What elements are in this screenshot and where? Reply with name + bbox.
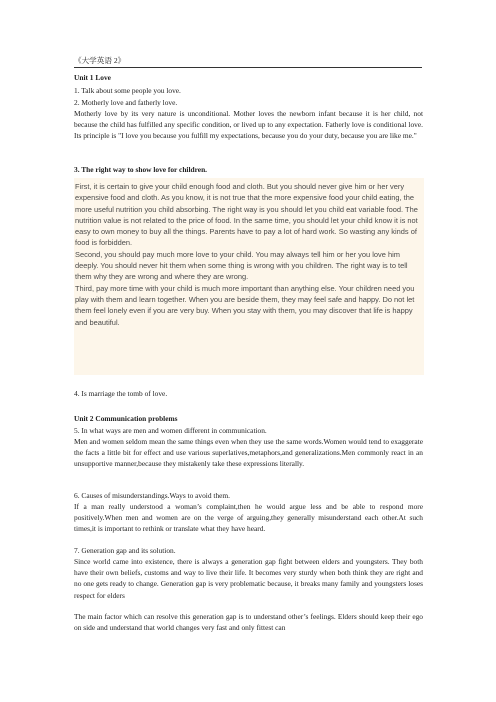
unit1-item-4: 4. Is marriage the tomb of love. [74,389,168,398]
unit1-title: Unit 1 Love [74,73,111,82]
misunderstanding-paragraph: If a man really understood a woman’s complaint,then he would argue less and be able to respond more positively.When men and women are on the verge of arguing,they generally misunderstand each other.At such times,it is important to rethink or translate what they have heard. [74,502,423,534]
communication-paragraph: Men and women seldom mean the same things even when they use the same words.Women would tend to exaggerate the facts a little bit for effect and use various superlatives,metaphors,and generalizations.Men commonly react in an unsupportive manner,because they mistakenly take these expressions literally. [74,437,423,469]
unit1-item-3: 3. The right way to show love for children. [74,165,208,174]
header-rule [74,67,422,68]
unit1-item-1: 1. Talk about some people you love. [74,86,181,95]
highlighted-answer-box [74,178,424,375]
unit2-item-6: 6. Causes of misunderstandings.Ways to avoid them. [74,491,231,500]
unit2-title: Unit 2 Communication problems [74,414,178,423]
answer-paragraph-second: Second, you should pay much more love to your child. You may always tell him or her you love him deeply. You should never hit them when some thing is wrong with you children. The right way is to tell them why they are wrong and where they are wrong. [75,249,408,282]
unit1-item-2: 2. Motherly love and fatherly love. [74,98,178,107]
answer-paragraph-third: Third, pay more time with your child is much more important than anything else. Your children need you play with them and learn together. When you are beside them, they may feel safe and happy. Do not let them feel lonely even if you are very buy. When you stay with them, you may discover that life is happy and beautiful. [75,283,415,327]
unit2-item-5: 5. In what ways are men and women different in communication. [74,426,267,435]
course-title: 《大学英语 2》 [74,56,126,65]
answer-paragraph-first: First, it is certain to give your child enough food and cloth. But you should never give him or her very expensive food and cloth. As you know, it is not true that the more expensive food your child eating, the more useful nutrition you child absorbing. The right way is you should let you child eat variable food. The nutrition value is not related to the price of food. In the same time, you should let your child know it is not easy to own money to buy all the things. Parents have to pay a lot of hard work. So wasting any kinds of food is forbidden. [75,182,418,248]
love-paragraph: Motherly love by its very nature is unconditional. Mother loves the newborn infant because it is her child, not because the child has fulfilled any specific condition, or lived up to any expectation. Fatherly love is conditional love. Its principle is "I love you because you fulfill my expectations, because you do your duty, because you are like me." [74,109,423,141]
generation-gap-paragraph: Since world came into existence, there is always a generation gap fight between elders and youngsters. They both have their own beliefs, customs and way to live their life. It becomes very sturdy when both think they are right and no one gets ready to change. Generation gap is very problematic because, it breaks many family and youngsters loses respect for elders [74,557,423,600]
solution-paragraph: The main factor which can resolve this generation gap is to understand other’s feelings. Elders should keep their ego on side and understand that world changes very fast and only fittest can [74,612,423,633]
unit2-item-7: 7. Generation gap and its solution. [74,546,176,555]
